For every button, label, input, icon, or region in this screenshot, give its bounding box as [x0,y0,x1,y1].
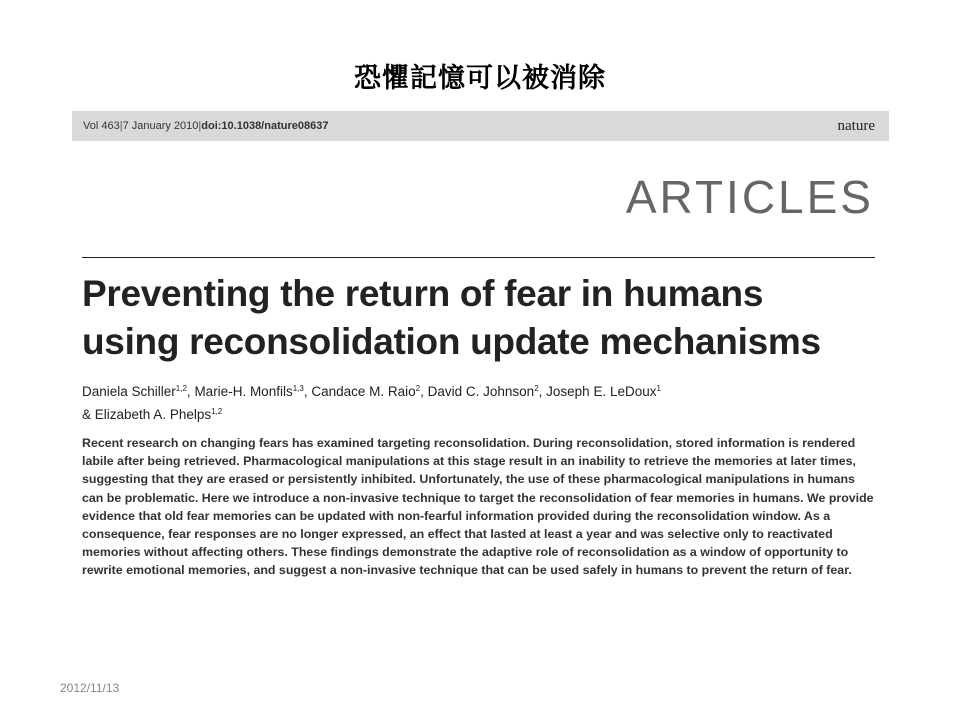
journal-doi: doi:10.1038/nature08637 [201,120,329,132]
author-name: Candace M. Raio [311,384,416,399]
author-name: Joseph E. LeDoux [546,384,657,399]
author-affiliation: 1,2 [175,384,187,393]
author [428,384,539,399]
journal-volume: Vol 463 [83,120,120,132]
meta-separator: | [119,120,123,132]
journal-header-bar [72,111,889,141]
author-name: Marie-H. Monfils [194,384,293,399]
article-title [82,270,882,366]
author-affiliation: 2 [415,384,421,393]
journal-meta [83,120,328,132]
journal-date: 7 January 2010 [122,120,199,132]
author-name: Daniela Schiller [82,384,176,399]
author [194,384,303,399]
article-title-line: Preventing the return of fear in humans [82,273,764,314]
article-title-line: using reconsolidation update mechanisms [82,321,821,362]
author [546,384,661,399]
author [311,384,420,399]
author-affiliation: 1,2 [211,407,223,416]
footer-date: 2012/11/13 [60,681,120,695]
abstract: Recent research on changing fears has examined targeting reconsolidation. During reconsolidation, stored information is rendered labile after being retrieved. Pharmacological manipulations at this stage result in an inability to retrieve the memories at later times, suggesting that they are erased or persistently inhibited. Unfortunately, the use of these pharmacological manipulations in humans can be problematic. Here we introduce a non-invasive technique to target the reconsolidation of fear memories in humans. We provide evidence that old fear memories can be updated with non-fearful information provided during the reconsolidation window. As a consequence, fear responses are no longer expressed, an effect that lasted at least a year and was selective only to reactivated memories without affecting others. These findings demonstrate the adaptive role of reconsolidation as a window of opportunity to rewrite emotional memories, and suggest a non-invasive technique that can be used safely in humans to prevent the return of fear. [82,436,874,578]
author-affiliation: 1 [656,384,661,393]
journal-name: nature [837,118,875,134]
author-affiliation: 2 [534,384,539,393]
slide-title: 恐懼記憶可以被消除 [354,63,606,94]
title-divider [82,257,875,258]
author-list: Daniela Schiller$^{1,2}$, Marie-H. Monfils$^{1,3}$, Candace M. Raio$^2$, David C. Johnson$^2$, Joseph E. LeDoux$^1$ & Elizabeth A. Phelps$^{1,2}$ [82,384,661,422]
section-label: ARTICLES [625,171,874,223]
author-affiliation: 1,3 [292,384,304,393]
meta-separator: | [198,120,202,132]
author [82,384,187,399]
author-name: David C. Johnson [427,384,535,399]
author-name: Elizabeth A. Phelps [94,407,212,422]
author [95,407,222,422]
